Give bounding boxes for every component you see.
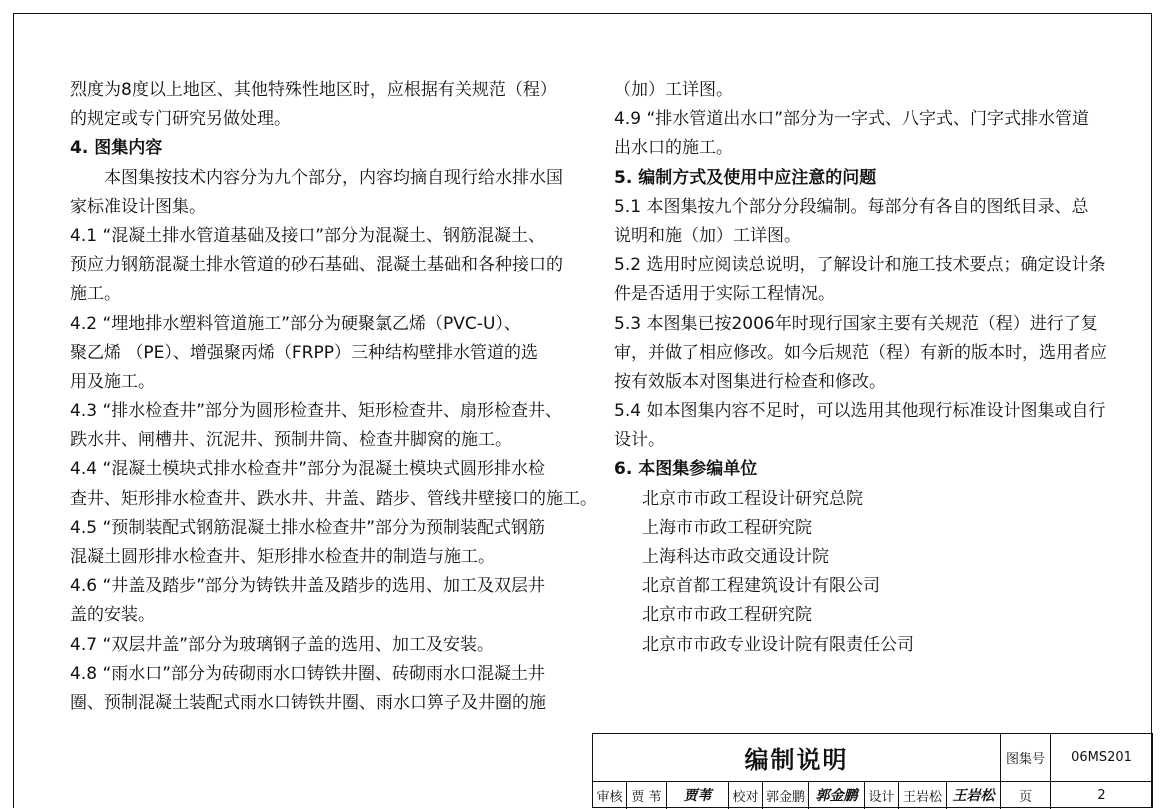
- text-line: 本图集按技术内容分为九个部分，内容均摘自现行给水排水国: [104, 167, 563, 188]
- page-label: 页: [1001, 781, 1051, 809]
- organization-name: 上海科达市政交通设计院: [642, 547, 829, 567]
- section-heading: 5. 编制方式及使用中应注意的问题: [614, 167, 877, 188]
- text-line: （加）工详图。: [614, 80, 733, 100]
- designer-name: 王岩松: [899, 781, 947, 809]
- text-line: 4.6 “井盖及踏步”部分为铸铁井盖及踏步的选用、加工及双层井: [70, 576, 546, 597]
- text-line: 按有效版本对图集进行检查和修改。: [614, 371, 886, 392]
- design-label: 设计: [865, 781, 899, 809]
- title-block: [592, 733, 1153, 808]
- text-line: 烈度为8度以上地区、其他特殊性地区时，应根据有关规范（程）: [70, 80, 557, 100]
- text-line: 4.9 “排水管道出水口”部分为一字式、八字式、门字式排水管道: [614, 109, 1090, 130]
- text-line: 跌水井、闸槽井、沉泥井、预制井筒、检查井脚窝的施工。: [70, 430, 512, 451]
- text-line: 家标准设计图集。: [70, 196, 206, 217]
- text-line: 审，并做了相应修改。如今后规范（程）有新的版本时，选用者应: [614, 342, 1107, 363]
- text-line: 4.2 “埋地排水塑料管道施工”部分为硬聚氯乙烯（PVC-U）、: [70, 313, 521, 334]
- title-block-top-row: [593, 734, 1152, 782]
- text-line: 5.2 选用时应阅读总说明，了解设计和施工技术要点；确定设计条: [614, 255, 1106, 276]
- text-line: 5.1 本图集按九个部分分段编制。每部分有各自的图纸目录、总: [614, 196, 1089, 217]
- text-line: 4.8 “雨水口”部分为砖砌雨水口铸铁井圈、砖砌雨水口混凝土井: [70, 663, 546, 684]
- organization-name: 北京首都工程建筑设计有限公司: [642, 576, 880, 597]
- section-heading: 6. 本图集参编单位: [614, 459, 758, 480]
- text-line: 件是否适用于实际工程情况。: [614, 284, 835, 305]
- organization-name: 北京市市政工程研究院: [642, 605, 812, 626]
- atlas-no: 06MS201: [1071, 750, 1132, 765]
- organization-name: 北京市市政工程设计研究总院: [642, 488, 863, 509]
- text-line: 出水口的施工。: [614, 138, 733, 159]
- organization-name: 北京市市政专业设计院有限责任公司: [642, 634, 914, 655]
- text-line: 4.7 “双层井盖”部分为玻璃钢子盖的选用、加工及安装。: [70, 634, 495, 655]
- checker-signature: 郭金鹏: [809, 781, 865, 809]
- text-line: 4.4 “混凝土模块式排水检查井”部分为混凝土模块式圆形排水检: [70, 459, 546, 480]
- right-text-column: [614, 76, 1114, 660]
- title-block-bottom-row: [593, 781, 1152, 809]
- atlas-no-label: 图集号: [1001, 734, 1051, 781]
- text-line: 4.1 “混凝土排水管道基础及接口”部分为混凝土、钢筋混凝土、: [70, 225, 546, 246]
- text-line: 施工。: [70, 284, 121, 305]
- reviewer-signature: 贾苇: [667, 781, 729, 809]
- text-line: 设计。: [614, 430, 665, 451]
- text-line: 的规定或专门研究另做处理。: [70, 109, 291, 130]
- designer-signature: 王岩松: [947, 781, 1001, 809]
- text-line: 盖的安装。: [70, 605, 155, 626]
- text-line: 圈、预制混凝土装配式雨水口铸铁井圈、雨水口箅子及井圈的施: [70, 692, 546, 713]
- text-line: 查井、矩形排水检查井、跌水井、井盖、踏步、管线井壁接口的施工。: [70, 488, 597, 509]
- section-heading: 4. 图集内容: [70, 138, 163, 159]
- organization-name: 上海市市政工程研究院: [642, 517, 812, 538]
- review-label: 审核: [593, 781, 627, 809]
- page-number: 2: [1097, 787, 1106, 803]
- check-label: 校对: [729, 781, 763, 809]
- text-line: 4.3 “排水检查井”部分为圆形检查井、矩形检查井、扇形检查井、: [70, 401, 563, 422]
- text-line: 5.4 如本图集内容不足时，可以选用其他现行标准设计图集或自行: [614, 401, 1106, 422]
- reviewer-name: 贾 苇: [627, 781, 667, 809]
- text-line: 预应力钢筋混凝土排水管道的砂石基础、混凝土基础和各种接口的: [70, 255, 563, 276]
- text-line: 混凝土圆形排水检查井、矩形排水检查井的制造与施工。: [70, 547, 495, 567]
- text-line: 聚乙烯 （PE）、增强聚丙烯（FRPP）三种结构壁排水管道的选: [70, 342, 538, 363]
- left-text-column: [70, 76, 597, 718]
- checker-name: 郭金鹏: [763, 781, 809, 809]
- text-line: 用及施工。: [70, 371, 155, 392]
- text-line: 说明和施（加）工详图。: [614, 225, 801, 246]
- text-line: 5.3 本图集已按2006年时现行国家主要有关规范（程）进行了复: [614, 313, 1098, 334]
- drawing-title: 编制说明: [593, 734, 1001, 781]
- text-line: 4.5 “预制装配式钢筋混凝土排水检查井”部分为预制装配式钢筋: [70, 517, 546, 538]
